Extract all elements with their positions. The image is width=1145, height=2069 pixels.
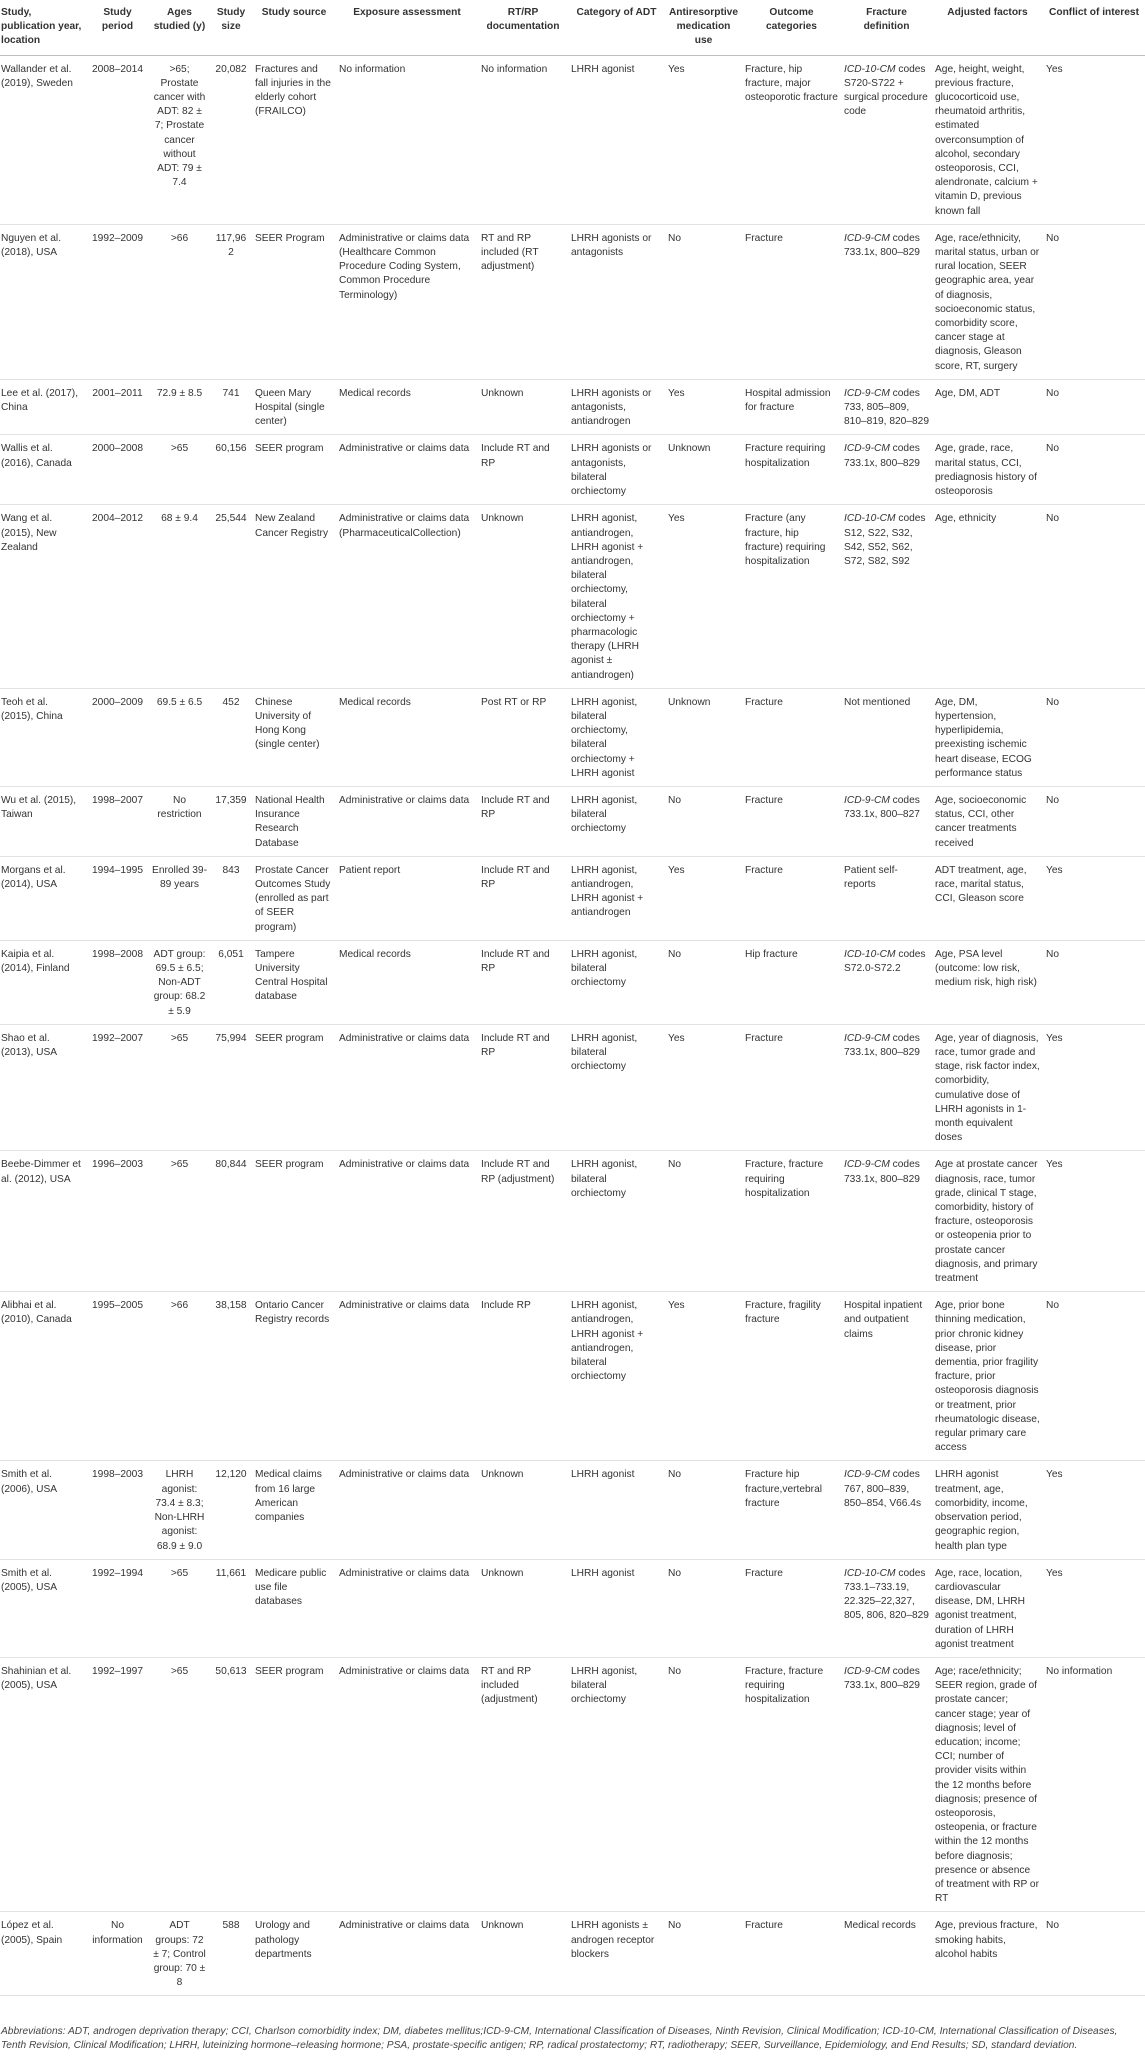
study-size-cell: 80,844 [210, 1151, 252, 1292]
table-row [0, 786, 1145, 856]
rtrp-cell: Unknown [478, 505, 568, 688]
fracture-definition-cell [841, 379, 932, 435]
adjusted-factors-cell: Age, grade, race, marital status, CCI, prediagnosis history of osteoporosis [932, 435, 1043, 505]
study-size-cell: 60,156 [210, 435, 252, 505]
table-row [0, 505, 1145, 688]
fracture-definition-cell [841, 1657, 932, 1911]
table-row [0, 1657, 1145, 1911]
study-source-cell: Fractures and fall injuries in the elderly cohort (FRAILCO) [252, 55, 336, 224]
icd-code-label: ICD-9-CM [844, 387, 890, 399]
column-header: Exposure assessment [336, 0, 478, 55]
fracture-definition-text: codes S72.0-S72.2 [844, 948, 926, 974]
study-size-cell: 843 [210, 856, 252, 940]
fracture-definition-cell [841, 786, 932, 856]
fracture-definition-cell [841, 435, 932, 505]
study-period-cell: 1996–2003 [86, 1151, 149, 1292]
conflict-cell: Yes [1043, 1559, 1145, 1657]
adt-category-cell: LHRH agonist, bilateral orchiectomy [568, 786, 665, 856]
icd-code-label: ICD-9-CM [844, 1469, 890, 1481]
study-cell: López et al. (2005), Spain [0, 1912, 86, 1996]
table-row [0, 379, 1145, 435]
adt-category-cell: LHRH agonist, antiandrogen, LHRH agonist + antiandrogen, bilateral orchiectomy [568, 1292, 665, 1461]
icd-code-label: ICD-10-CM [844, 513, 896, 525]
study-size-cell: 25,544 [210, 505, 252, 688]
study-size-cell: 20,082 [210, 55, 252, 224]
study-size-cell: 452 [210, 688, 252, 786]
conflict-cell: Yes [1043, 1151, 1145, 1292]
antiresorptive-cell: No [665, 1912, 742, 1996]
study-source-cell: SEER program [252, 1151, 336, 1292]
rtrp-cell: Include RT and RP (adjustment) [478, 1151, 568, 1292]
icd-code-label: ICD-10-CM [844, 948, 896, 960]
fracture-definition-cell [841, 1292, 932, 1461]
study-cell: Smith et al. (2006), USA [0, 1461, 86, 1559]
antiresorptive-cell: Yes [665, 505, 742, 688]
adt-category-cell: LHRH agonist, bilateral orchiectomy [568, 1024, 665, 1151]
adjusted-factors-cell: LHRH agonist treatment, age, comorbidity, income, observation period, geographic region, health plan type [932, 1461, 1043, 1559]
study-period-cell: 1998–2003 [86, 1461, 149, 1559]
study-period-cell: 1998–2007 [86, 786, 149, 856]
ages-cell: No restriction [149, 786, 210, 856]
table-row [0, 856, 1145, 940]
outcome-cell: Fracture requiring hospitalization [742, 435, 841, 505]
rtrp-cell: No information [478, 55, 568, 224]
adjusted-factors-cell: Age, race, location, cardiovascular disease, DM, LHRH agonist treatment, duration of LHRH agonist treatment [932, 1559, 1043, 1657]
adt-category-cell: LHRH agonist, antiandrogen, LHRH agonist + antiandrogen [568, 856, 665, 940]
exposure-cell: Administrative or claims data [336, 1024, 478, 1151]
fracture-definition-cell [841, 55, 932, 224]
adjusted-factors-cell: Age, year of diagnosis, race, tumor grade and stage, risk factor index, comorbidity, cumulative dose of LHRH agonists in 1-month equivalent doses [932, 1024, 1043, 1151]
abbreviations-footnote: Abbreviations: ADT, androgen deprivation therapy; CCI, Charlson comorbidity index; DM, diabetes mellitus;ICD-9-CM, International Classification of Diseases, Ninth Revision, Clinical Modification; ICD-10-CM, International Classification of Diseases, Tenth Revision, Clinical Modification; LHRH, luteinizing hormone–releasing hormone; PSA, prostate-specific antigen; RP, radical prostatectomy; RT, radiotherapy; SEER, Surveillance, Epidemiology, and End Results; SD, standard deviation. [1, 2026, 1118, 2052]
fracture-definition-text: codes 767, 800–839, 850–854, V66.4s [844, 1469, 922, 1509]
fracture-definition-text: Hospital inpatient and outpatient claims [844, 1300, 923, 1340]
column-header: Adjusted factors [932, 0, 1043, 55]
adjusted-factors-cell: Age, previous fracture, smoking habits, alcohol habits [932, 1912, 1043, 1996]
antiresorptive-cell: No [665, 1461, 742, 1559]
adjusted-factors-cell: Age, race/ethnicity, marital status, urban or rural location, SEER geographic area, year of diagnosis, socioeconomic status, comorbidity score, cancer stage at diagnosis, Gleason score, RT, surgery [932, 224, 1043, 379]
exposure-cell: Patient report [336, 856, 478, 940]
fracture-definition-cell [841, 1559, 932, 1657]
icd-code-label: ICD-9-CM [844, 1159, 890, 1171]
table-header [0, 0, 1145, 55]
adjusted-factors-cell: Age, ethnicity [932, 505, 1043, 688]
ages-cell: 72.9 ± 8.5 [149, 379, 210, 435]
header-row [0, 0, 1145, 55]
adt-category-cell: LHRH agonist, bilateral orchiectomy [568, 1657, 665, 1911]
exposure-cell: Administrative or claims data (PharmaceuticalCollection) [336, 505, 478, 688]
exposure-cell: Medical records [336, 688, 478, 786]
outcome-cell: Hospital admission for fracture [742, 379, 841, 435]
study-period-cell: 2001–2011 [86, 379, 149, 435]
column-header: Study source [252, 0, 336, 55]
conflict-cell: No [1043, 940, 1145, 1024]
conflict-cell: Yes [1043, 1024, 1145, 1151]
fracture-definition-text: codes 733, 805–809, 810–819, 820–829 [844, 387, 929, 428]
study-source-cell: Tampere University Central Hospital database [252, 940, 336, 1024]
adt-category-cell: LHRH agonists ± androgen receptor blockers [568, 1912, 665, 1996]
exposure-cell: Administrative or claims data [336, 435, 478, 505]
fracture-definition-text: codes S720-S722 + surgical procedure code [844, 63, 928, 118]
fracture-definition-text: Patient self-reports [844, 864, 898, 890]
fracture-definition-cell [841, 1912, 932, 1996]
ages-cell: 68 ± 9.4 [149, 505, 210, 688]
rtrp-cell: RT and RP included (adjustment) [478, 1657, 568, 1911]
study-size-cell: 17,359 [210, 786, 252, 856]
study-size-cell: 75,994 [210, 1024, 252, 1151]
outcome-cell: Fracture [742, 1912, 841, 1996]
icd-code-label: ICD-9-CM [844, 794, 890, 806]
antiresorptive-cell: No [665, 224, 742, 379]
ages-cell: >65; Prostate cancer with ADT: 82 ± 7; Prostate cancer without ADT: 79 ± 7.4 [149, 55, 210, 224]
table-row [0, 1151, 1145, 1292]
adjusted-factors-cell: Age, prior bone thinning medication, prior chronic kidney disease, prior dementia, prior fragility fracture, prior osteoporosis diagnosis or treatment, prior rheumatologic disease, regular primary care access [932, 1292, 1043, 1461]
icd-code-label: ICD-10-CM [844, 1567, 896, 1579]
table-row [0, 1292, 1145, 1461]
study-period-cell: 2008–2014 [86, 55, 149, 224]
outcome-cell: Fracture, fracture requiring hospitalization [742, 1151, 841, 1292]
conflict-cell: No information [1043, 1657, 1145, 1911]
study-cell: Wang et al. (2015), New Zealand [0, 505, 86, 688]
study-period-cell: 1992–2009 [86, 224, 149, 379]
outcome-cell: Fracture, fracture requiring hospitalization [742, 1657, 841, 1911]
study-period-cell: 1995–2005 [86, 1292, 149, 1461]
study-cell: Kaipia et al. (2014), Finland [0, 940, 86, 1024]
column-header: Antiresorptive medication use [665, 0, 742, 55]
fracture-definition-cell [841, 688, 932, 786]
adt-category-cell: LHRH agonists or antagonists [568, 224, 665, 379]
fracture-definition-text: codes 733.1x, 800–829 [844, 1665, 920, 1692]
fracture-definition-cell [841, 1461, 932, 1559]
ages-cell: >65 [149, 1559, 210, 1657]
study-period-cell: 2004–2012 [86, 505, 149, 688]
outcome-cell: Fracture (any fracture, hip fracture) requiring hospitalization [742, 505, 841, 688]
outcome-cell: Fracture, hip fracture, major osteoporotic fracture [742, 55, 841, 224]
outcome-cell: Fracture [742, 1024, 841, 1151]
study-size-cell: 117,962 [210, 224, 252, 379]
exposure-cell: Medical records [336, 940, 478, 1024]
rtrp-cell: Unknown [478, 1912, 568, 1996]
conflict-cell: No [1043, 379, 1145, 435]
antiresorptive-cell: Yes [665, 1292, 742, 1461]
table-row [0, 1559, 1145, 1657]
study-source-cell: National Health Insurance Research Database [252, 786, 336, 856]
adt-category-cell: LHRH agonist [568, 55, 665, 224]
conflict-cell: No [1043, 786, 1145, 856]
study-source-cell: Medical claims from 16 large American companies [252, 1461, 336, 1559]
fracture-definition-cell [841, 1151, 932, 1292]
fracture-definition-text: Not mentioned [844, 696, 911, 708]
fracture-definition-cell [841, 940, 932, 1024]
fracture-definition-text: codes 733.1–733.19, 22.325–22,327, 805, 806, 820–829 [844, 1567, 929, 1622]
ages-cell: >66 [149, 1292, 210, 1461]
table-row [0, 1024, 1145, 1151]
adjusted-factors-cell: Age, DM, hypertension, hyperlipidemia, preexisting ischemic heart disease, ECOG performance status [932, 688, 1043, 786]
fracture-definition-text: codes 733.1x, 800–829 [844, 1032, 920, 1058]
column-header: Study, publication year, location [0, 0, 86, 55]
study-period-cell: No information [86, 1912, 149, 1996]
study-cell: Alibhai et al. (2010), Canada [0, 1292, 86, 1461]
column-header: Ages studied (y) [149, 0, 210, 55]
outcome-cell: Fracture [742, 856, 841, 940]
exposure-cell: Administrative or claims data [336, 1292, 478, 1461]
study-period-cell: 1994–1995 [86, 856, 149, 940]
adt-category-cell: LHRH agonist [568, 1461, 665, 1559]
study-cell: Beebe-Dimmer et al. (2012), USA [0, 1151, 86, 1292]
study-cell: Nguyen et al. (2018), USA [0, 224, 86, 379]
exposure-cell: Medical records [336, 379, 478, 435]
ages-cell: ADT group: 69.5 ± 6.5; Non-ADT group: 68.2 ± 5.9 [149, 940, 210, 1024]
rtrp-cell: Include RT and RP [478, 940, 568, 1024]
outcome-cell: Fracture [742, 1559, 841, 1657]
outcome-cell: Fracture hip fracture,vertebral fracture [742, 1461, 841, 1559]
column-header: RT/RP documentation [478, 0, 568, 55]
adjusted-factors-cell: Age, height, weight, previous fracture, glucocorticoid use, rheumatoid arthritis, estimated overconsumption of alcohol, secondary osteoporosis, CCI, alendronate, calcium + vitamin D, previous known fall [932, 55, 1043, 224]
study-period-cell: 1992–2007 [86, 1024, 149, 1151]
ages-cell: ADT groups: 72 ± 7; Control group: 70 ± 8 [149, 1912, 210, 1996]
antiresorptive-cell: Yes [665, 856, 742, 940]
study-cell: Smith et al. (2005), USA [0, 1559, 86, 1657]
rtrp-cell: RT and RP included (RT adjustment) [478, 224, 568, 379]
study-cell: Wu et al. (2015), Taiwan [0, 786, 86, 856]
antiresorptive-cell: No [665, 1657, 742, 1911]
exposure-cell: Administrative or claims data [336, 786, 478, 856]
outcome-cell: Fracture, fragility fracture [742, 1292, 841, 1461]
ages-cell: LHRH agonist: 73.4 ± 8.3; Non-LHRH agonist: 68.9 ± 9.0 [149, 1461, 210, 1559]
study-period-cell: 2000–2008 [86, 435, 149, 505]
table-row [0, 940, 1145, 1024]
ages-cell: >66 [149, 224, 210, 379]
exposure-cell: Administrative or claims data [336, 1461, 478, 1559]
ages-cell: >65 [149, 1151, 210, 1292]
study-cell: Shao et al. (2013), USA [0, 1024, 86, 1151]
column-header: Fracture definition [841, 0, 932, 55]
study-source-cell: Medicare public use file databases [252, 1559, 336, 1657]
antiresorptive-cell: No [665, 1151, 742, 1292]
study-source-cell: SEER program [252, 435, 336, 505]
icd-code-label: ICD-9-CM [844, 1032, 890, 1044]
study-size-cell: 38,158 [210, 1292, 252, 1461]
study-source-cell: Chinese University of Hong Kong (single center) [252, 688, 336, 786]
study-size-cell: 6,051 [210, 940, 252, 1024]
icd-code-label: ICD-9-CM [844, 443, 890, 455]
antiresorptive-cell: Yes [665, 379, 742, 435]
antiresorptive-cell: No [665, 940, 742, 1024]
outcome-cell: Hip fracture [742, 940, 841, 1024]
table-row [0, 688, 1145, 786]
conflict-cell: No [1043, 1292, 1145, 1461]
conflict-cell: No [1043, 1912, 1145, 1996]
study-cell: Wallander et al. (2019), Sweden [0, 55, 86, 224]
fracture-definition-cell [841, 224, 932, 379]
study-source-cell: Urology and pathology departments [252, 1912, 336, 1996]
exposure-cell: Administrative or claims data [336, 1151, 478, 1292]
rtrp-cell: Include RT and RP [478, 786, 568, 856]
icd-code-label: ICD-10-CM [844, 63, 896, 75]
study-source-cell: Queen Mary Hospital (single center) [252, 379, 336, 435]
study-period-cell: 1992–1994 [86, 1559, 149, 1657]
antiresorptive-cell: No [665, 1559, 742, 1657]
fracture-definition-cell [841, 1024, 932, 1151]
study-source-cell: Prostate Cancer Outcomes Study (enrolled as part of SEER program) [252, 856, 336, 940]
rtrp-cell: Unknown [478, 1559, 568, 1657]
outcome-cell: Fracture [742, 688, 841, 786]
rtrp-cell: Unknown [478, 1461, 568, 1559]
adt-category-cell: LHRH agonists or antagonists, bilateral orchiectomy [568, 435, 665, 505]
table-row [0, 435, 1145, 505]
fracture-definition-cell [841, 505, 932, 688]
conflict-cell: No [1043, 435, 1145, 505]
study-period-cell: 1992–1997 [86, 1657, 149, 1911]
adt-category-cell: LHRH agonist, bilateral orchiectomy [568, 1151, 665, 1292]
fracture-definition-cell [841, 856, 932, 940]
exposure-cell: Administrative or claims data [336, 1657, 478, 1911]
table-row [0, 55, 1145, 224]
conflict-cell: No [1043, 688, 1145, 786]
conflict-cell: No [1043, 505, 1145, 688]
table-row [0, 1912, 1145, 1996]
study-source-cell: SEER Program [252, 224, 336, 379]
adjusted-factors-cell: Age; race/ethnicity; SEER region, grade of prostate cancer; cancer stage; year of diagnosis; level of education; income; CCI; number of provider visits within the 12 months before diagnosis; presence of osteoporosis, osteopenia, or fracture within the 12 months before diagnosis; presence or absence of treatment with RP or RT [932, 1657, 1043, 1911]
exposure-cell: No information [336, 55, 478, 224]
study-period-cell: 1998–2008 [86, 940, 149, 1024]
adt-category-cell: LHRH agonist [568, 1559, 665, 1657]
antiresorptive-cell: No [665, 786, 742, 856]
fracture-definition-text: codes 733.1x, 800–829 [844, 232, 920, 259]
adjusted-factors-cell: Age, DM, ADT [932, 379, 1043, 435]
table-row [0, 1461, 1145, 1559]
icd-code-label: ICD-9-CM [844, 1665, 890, 1677]
column-header: Category of ADT [568, 0, 665, 55]
study-size-cell: 741 [210, 379, 252, 435]
column-header: Study size [210, 0, 252, 55]
study-size-cell: 12,120 [210, 1461, 252, 1559]
exposure-cell: Administrative or claims data [336, 1912, 478, 1996]
table-row [0, 224, 1145, 379]
conflict-cell: Yes [1043, 856, 1145, 940]
fracture-definition-text: Medical records [844, 1920, 916, 1932]
rtrp-cell: Include RT and RP [478, 435, 568, 505]
adt-category-cell: LHRH agonist, bilateral orchiectomy [568, 940, 665, 1024]
study-cell: Teoh et al. (2015), China [0, 688, 86, 786]
exposure-cell: Administrative or claims data [336, 1559, 478, 1657]
outcome-cell: Fracture [742, 786, 841, 856]
study-cell: Shahinian et al. (2005), USA [0, 1657, 86, 1911]
rtrp-cell: Include RT and RP [478, 1024, 568, 1151]
study-size-cell: 588 [210, 1912, 252, 1996]
study-source-cell: Ontario Cancer Registry records [252, 1292, 336, 1461]
table-body [0, 55, 1145, 1996]
exposure-cell: Administrative or claims data (Healthcare Common Procedure Coding System, Common Procedure Terminology) [336, 224, 478, 379]
study-size-cell: 11,661 [210, 1559, 252, 1657]
ages-cell: >65 [149, 435, 210, 505]
icd-code-label: ICD-9-CM [844, 232, 890, 244]
study-period-cell: 2000–2009 [86, 688, 149, 786]
fracture-definition-text: codes 733.1x, 800–829 [844, 1159, 920, 1185]
fracture-definition-text: codes 733.1x, 800–827 [844, 794, 920, 821]
column-header: Study period [86, 0, 149, 55]
rtrp-cell: Unknown [478, 379, 568, 435]
antiresorptive-cell: Yes [665, 55, 742, 224]
conflict-cell: No [1043, 224, 1145, 379]
rtrp-cell: Include RP [478, 1292, 568, 1461]
rtrp-cell: Post RT or RP [478, 688, 568, 786]
study-cell: Lee et al. (2017), China [0, 379, 86, 435]
antiresorptive-cell: Yes [665, 1024, 742, 1151]
conflict-cell: Yes [1043, 55, 1145, 224]
study-source-cell: SEER program [252, 1657, 336, 1911]
ages-cell: >65 [149, 1024, 210, 1151]
adjusted-factors-cell: ADT treatment, age, race, marital status, CCI, Gleason score [932, 856, 1043, 940]
antiresorptive-cell: Unknown [665, 688, 742, 786]
adjusted-factors-cell: Age, socioeconomic status, CCI, other cancer treatments received [932, 786, 1043, 856]
adjusted-factors-cell: Age, PSA level (outcome: low risk, medium risk, high risk) [932, 940, 1043, 1024]
adt-category-cell: LHRH agonists or antagonists, antiandrogen [568, 379, 665, 435]
column-header: Outcome categories [742, 0, 841, 55]
ages-cell: Enrolled 39-89 years [149, 856, 210, 940]
adt-category-cell: LHRH agonist, antiandrogen, LHRH agonist + antiandrogen, bilateral orchiectomy, bilateral orchiectomy + pharmacologic therapy (LHRH agonist ± antiandrogen) [568, 505, 665, 688]
rtrp-cell: Include RT and RP [478, 856, 568, 940]
study-source-cell: SEER program [252, 1024, 336, 1151]
adjusted-factors-cell: Age at prostate cancer diagnosis, race, tumor grade, clinical T stage, comorbidity, history of fracture, osteoporosis or osteopenia prior to prostate cancer diagnosis, and primary treatment [932, 1151, 1043, 1292]
fracture-definition-text: codes S12, S22, S32, S42, S52, S62, S72, S82, S92 [844, 513, 926, 567]
study-cell: Wallis et al. (2016), Canada [0, 435, 86, 505]
antiresorptive-cell: Unknown [665, 435, 742, 505]
fracture-definition-text: codes 733.1x, 800–829 [844, 443, 920, 469]
study-size-cell: 50,613 [210, 1657, 252, 1911]
study-source-cell: New Zealand Cancer Registry [252, 505, 336, 688]
outcome-cell: Fracture [742, 224, 841, 379]
adt-category-cell: LHRH agonist, bilateral orchiectomy, bilateral orchiectomy + LHRH agonist [568, 688, 665, 786]
conflict-cell: Yes [1043, 1461, 1145, 1559]
study-cell: Morgans et al. (2014), USA [0, 856, 86, 940]
ages-cell: >65 [149, 1657, 210, 1911]
ages-cell: 69.5 ± 6.5 [149, 688, 210, 786]
column-header: Conflict of interest [1043, 0, 1145, 55]
